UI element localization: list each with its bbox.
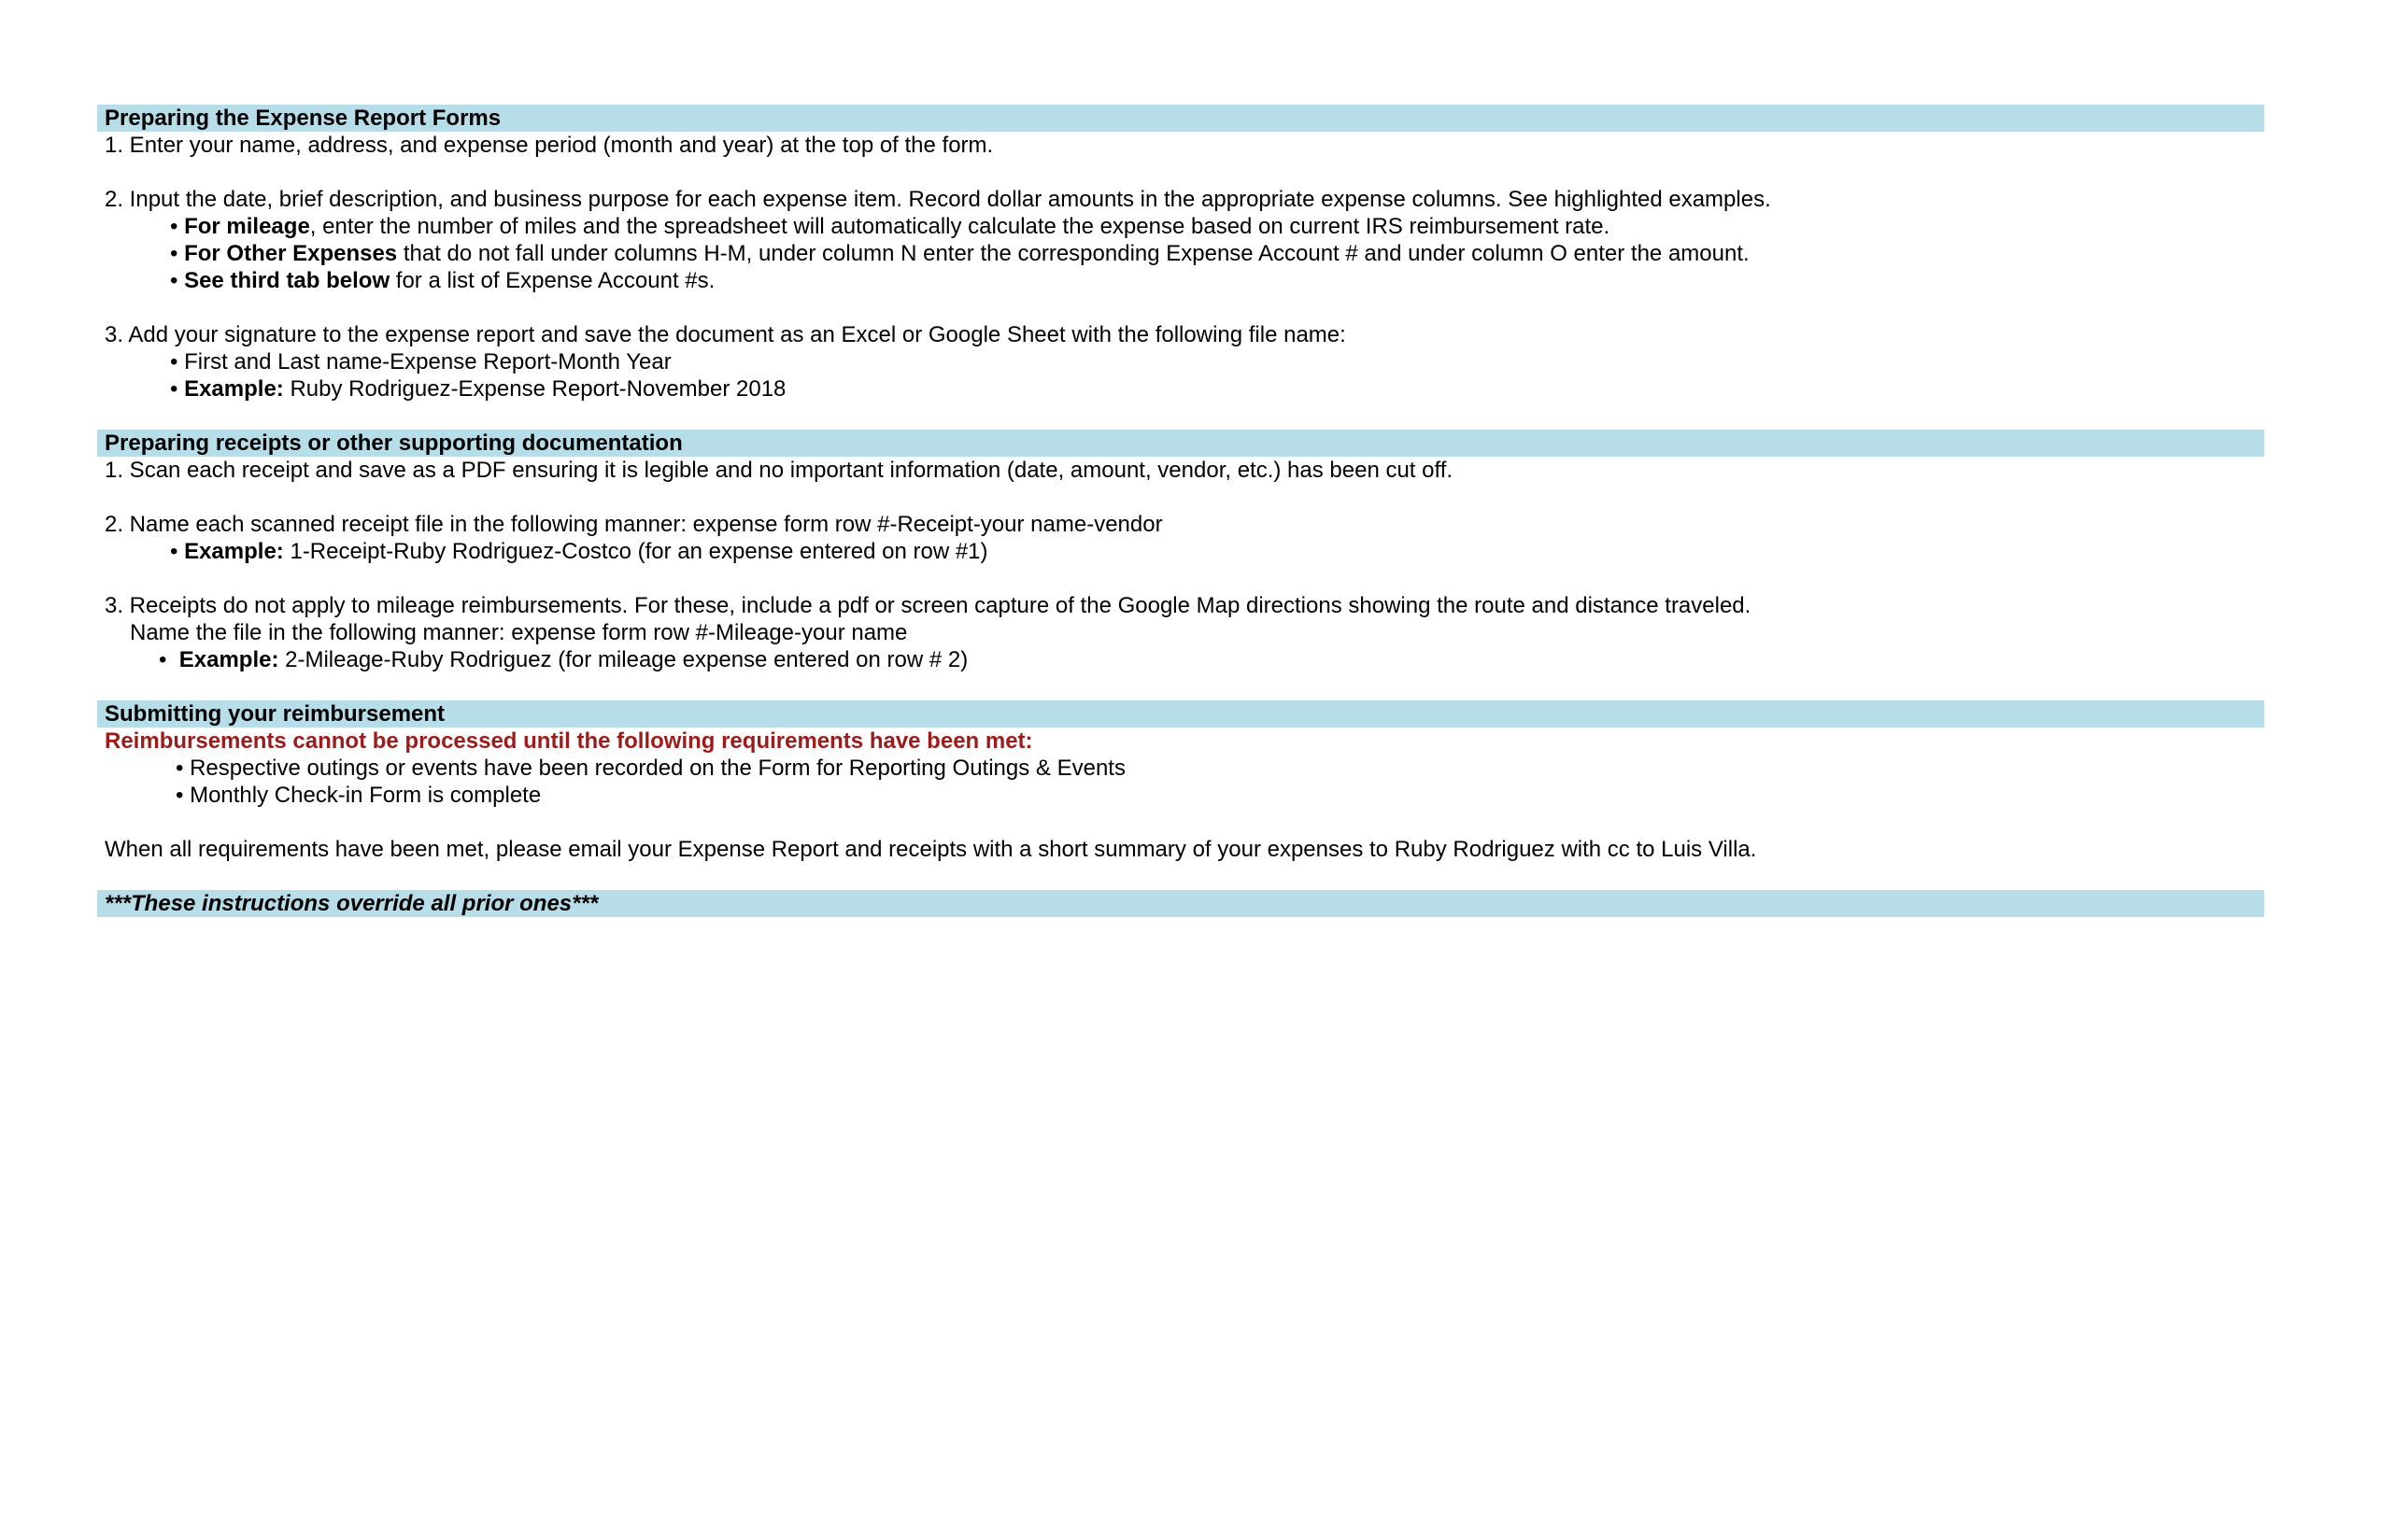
bullet-glyph: •	[170, 539, 178, 564]
step-text: Name the file in the following manner: expense form row #-Mileage-your name	[130, 620, 908, 645]
bullet-item	[97, 782, 2264, 809]
section-heading-receipts	[97, 430, 2264, 457]
section-heading-text: Preparing the Expense Report Forms	[105, 106, 502, 131]
bullet-bold-text: For Other Expenses	[184, 241, 398, 266]
instruction-step	[97, 511, 2264, 538]
spacer	[97, 484, 2264, 511]
bullet-item	[97, 348, 2264, 375]
bullet-glyph: •	[170, 376, 178, 402]
instruction-step	[97, 321, 2264, 348]
step-text: 3. Receipts do not apply to mileage reimbursements. For these, include a pdf or screen capture of the Google Map directions showing the route and distance traveled.	[105, 593, 1751, 618]
instructions-sheet	[97, 105, 2264, 917]
instruction-step	[97, 186, 2264, 213]
spacer	[97, 809, 2264, 836]
footer-note-band	[97, 890, 2264, 917]
section-heading-expense-forms	[97, 105, 2264, 132]
bullet-glyph: •	[176, 783, 184, 808]
spacer	[97, 294, 2264, 321]
bullet-text: for a list of Expense Account #s.	[390, 268, 716, 293]
bullet-text: that do not fall under columns H-M, under column N enter the corresponding Expense Account # and under column O enter the amount.	[397, 241, 1750, 266]
bullet-item	[97, 267, 2264, 294]
step-text: 1. Scan each receipt and save as a PDF ensuring it is legible and no important information (date, amount, vendor, etc.) has been cut off.	[105, 458, 1453, 483]
spacer	[97, 403, 2264, 430]
bullet-glyph: •	[170, 268, 178, 293]
section-heading-submitting	[97, 700, 2264, 728]
bullet-text: , enter the number of miles and the spreadsheet will automatically calculate the expense based on current IRS reimbursement rate.	[309, 214, 1610, 239]
footer-note-text: ***These instructions override all prior ones***	[105, 891, 599, 916]
bullet-text: Respective outings or events have been recorded on the Form for Reporting Outings & Events	[190, 756, 1126, 781]
warning-text: Reimbursements cannot be processed until the following requirements have been met:	[105, 728, 1033, 754]
bullet-item	[97, 240, 2264, 267]
bullet-bold-text: Example:	[184, 376, 284, 402]
bullet-bold-text: For mileage	[184, 214, 310, 239]
section-heading-text: Preparing receipts or other supporting documentation	[105, 431, 683, 456]
bullet-text: 2-Mileage-Ruby Rodriguez (for mileage expense entered on row # 2)	[278, 647, 969, 672]
bullet-glyph: •	[170, 214, 178, 239]
bullet-bold-text: See third tab below	[184, 268, 390, 293]
step-text: 2. Input the date, brief description, and business purpose for each expense item. Record dollar amounts in the appropriate expense columns. See highlighted examples.	[105, 187, 1771, 212]
warning-line	[97, 728, 2264, 755]
email-instruction	[97, 836, 2264, 863]
bullet-text: 1-Receipt-Ruby Rodriguez-Costco (for an expense entered on row #1)	[283, 539, 988, 564]
instruction-subline	[97, 619, 2264, 646]
bullet-glyph: •	[170, 241, 178, 266]
step-text: 3. Add your signature to the expense report and save the document as an Excel or Google Sheet with the following file name:	[105, 322, 1346, 347]
bullet-bold-text: Example:	[178, 647, 279, 672]
bullet-item	[97, 755, 2264, 782]
bullet-text: First and Last name-Expense Report-Month Year	[184, 349, 672, 374]
spacer	[97, 673, 2264, 700]
spacer	[97, 159, 2264, 186]
bullet-glyph: •	[159, 647, 167, 672]
bullet-item	[97, 538, 2264, 565]
spacer	[97, 863, 2264, 890]
instruction-step	[97, 592, 2264, 619]
bullet-glyph: •	[170, 349, 178, 374]
instruction-step	[97, 457, 2264, 484]
bullet-glyph: •	[176, 756, 184, 781]
instruction-step	[97, 132, 2264, 159]
section-heading-text: Submitting your reimbursement	[105, 701, 446, 727]
bullet-item	[97, 375, 2264, 403]
bullet-text: Ruby Rodriguez-Expense Report-November 2018	[283, 376, 787, 402]
bullet-bold-text: Example:	[184, 539, 284, 564]
step-text: 2. Name each scanned receipt file in the following manner: expense form row #-Receipt-your name-vendor	[105, 512, 1163, 537]
step-text: When all requirements have been met, please email your Expense Report and receipts with a short summary of your expenses to Ruby Rodriguez with cc to Luis Villa.	[105, 837, 1757, 862]
step-text: 1. Enter your name, address, and expense period (month and year) at the top of the form.	[105, 133, 994, 158]
bullet-item	[97, 646, 2264, 673]
spacer	[97, 565, 2264, 592]
bullet-item	[97, 213, 2264, 240]
bullet-text: Monthly Check-in Form is complete	[190, 783, 542, 808]
